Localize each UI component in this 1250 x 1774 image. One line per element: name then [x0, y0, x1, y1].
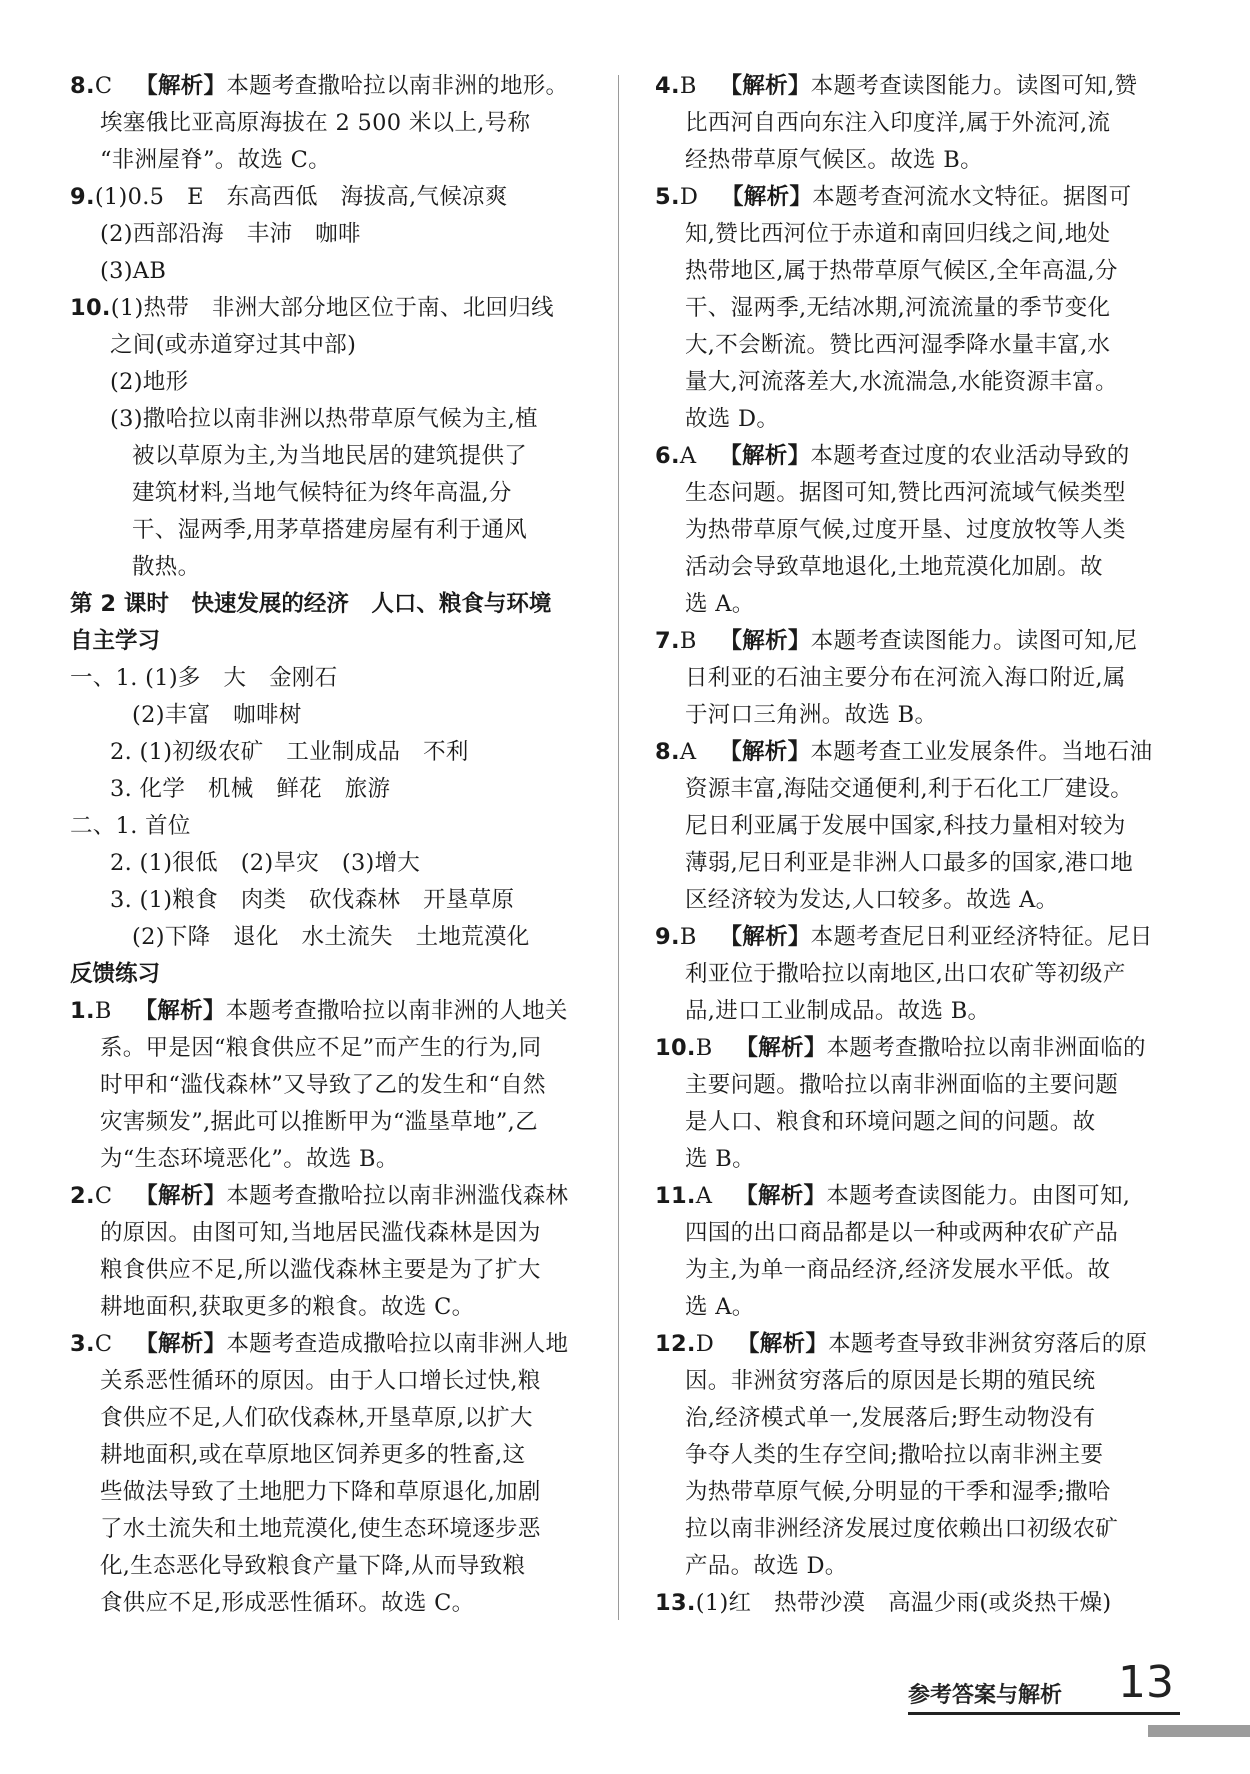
text-line: 食供应不足,人们砍伐森林,开垦草原,以扩大	[100, 1405, 533, 1431]
analysis-tag: 【解析】	[735, 1035, 827, 1061]
section-heading: 第 2 课时 快速发展的经济 人口、粮食与环境	[70, 591, 552, 617]
text-line: 量大,河流落差大,水流湍急,水能资源丰富。	[685, 369, 1118, 395]
answer-choice: A	[679, 443, 697, 469]
answer-choice: C	[94, 1331, 113, 1357]
text-line: 大,不会断流。赞比西河湿季降水量丰富,水	[685, 332, 1111, 358]
answer-text: 本题考查过度的农业活动导致的	[810, 443, 1130, 469]
question-line	[70, 68, 600, 105]
text-line: 品,进口工业制成品。故选 B。	[685, 998, 991, 1024]
text-line: 二、1. 首位	[70, 813, 191, 839]
text-line: 故选 D。	[685, 406, 780, 432]
question-line	[655, 919, 1175, 956]
section-heading: 反馈练习	[70, 961, 161, 987]
analysis-tag: 【解析】	[719, 73, 811, 99]
analysis-tag: 【解析】	[134, 998, 226, 1024]
question-number: 10.	[70, 295, 111, 321]
question-line	[70, 179, 600, 216]
answer-choice: A	[679, 739, 697, 765]
text-line: 埃塞俄比亚高原海拔在 2 500 米以上,号称	[100, 110, 531, 136]
text-line: 2. (1)很低 (2)旱灾 (3)增大	[110, 850, 421, 876]
question-number: 8.	[655, 739, 680, 765]
text-line: 尼日利亚属于发展中国家,科技力量相对较为	[685, 813, 1126, 839]
answer-choice: D	[695, 1331, 715, 1357]
question-line	[70, 1178, 600, 1215]
text-line: 食供应不足,形成恶性循环。故选 C。	[100, 1590, 475, 1616]
answer-text: 本题考查撒哈拉以南非洲的人地关	[225, 998, 568, 1024]
question-number: 10.	[655, 1035, 696, 1061]
question-number: 5.	[655, 184, 680, 210]
answer-text: (1)0.5 E 东高西低 海拔高,气候凉爽	[94, 184, 508, 210]
text-line: “非洲屋脊”。故选 C。	[100, 147, 331, 173]
answer-choice: B	[679, 628, 697, 654]
text-line: 是人口、粮食和环境问题之间的问题。故	[685, 1109, 1096, 1135]
answer-choice: B	[695, 1035, 713, 1061]
text-line: 主要问题。撒哈拉以南非洲面临的主要问题	[685, 1072, 1119, 1098]
answer-text: 本题考查读图能力。由图可知,	[826, 1183, 1131, 1209]
text-line: 拉以南非洲经济发展过度依赖出口初级农矿	[685, 1516, 1119, 1542]
text-line: 灾害频发”,据此可以推断甲为“滥垦草地”,乙	[100, 1109, 538, 1135]
page-number: 13	[1118, 1657, 1174, 1708]
answer-text: 本题考查读图能力。读图可知,尼	[810, 628, 1138, 654]
text-line: 热带地区,属于热带草原气候区,全年高温,分	[685, 258, 1118, 284]
footer-bar	[1148, 1725, 1250, 1737]
question-line	[655, 1326, 1175, 1363]
question-line	[70, 290, 600, 327]
text-line: 区经济较为发达,人口较多。故选 A。	[685, 887, 1059, 913]
text-line: 系。甲是因“粮食供应不足”而产生的行为,同	[100, 1035, 542, 1061]
question-line	[655, 179, 1175, 216]
question-line	[655, 734, 1175, 771]
question-line	[70, 993, 600, 1030]
text-line: 了水土流失和土地荒漠化,使生态环境逐步恶	[100, 1516, 541, 1542]
answer-text: 本题考查撒哈拉以南非洲滥伐森林	[226, 1183, 569, 1209]
analysis-tag: 【解析】	[719, 924, 811, 950]
text-line: 薄弱,尼日利亚是非洲人口最多的国家,港口地	[685, 850, 1134, 876]
text-line: 化,生态恶化导致粮食产量下降,从而导致粮	[100, 1553, 526, 1579]
text-line: 2. (1)初级农矿 工业制成品 不利	[110, 739, 469, 765]
question-number: 6.	[655, 443, 680, 469]
answer-text: 本题考查导致非洲贫穷落后的原	[828, 1331, 1148, 1357]
footer-label: 参考答案与解析	[908, 1683, 1063, 1708]
answer-choice: C	[94, 73, 113, 99]
question-line	[655, 1178, 1175, 1215]
text-line: (2)地形	[110, 369, 189, 395]
text-line: 争夺人类的生存空间;撒哈拉以南非洲主要	[685, 1442, 1104, 1468]
question-number: 13.	[655, 1590, 696, 1616]
answer-choice: A	[695, 1183, 713, 1209]
question-line	[655, 438, 1175, 475]
text-line: 散热。	[132, 554, 201, 580]
question-number: 7.	[655, 628, 680, 654]
question-number: 9.	[655, 924, 680, 950]
question-number: 2.	[70, 1183, 95, 1209]
text-line: (2)丰富 咖啡树	[132, 702, 302, 728]
question-number: 3.	[70, 1331, 95, 1357]
text-line: 产品。故选 D。	[685, 1553, 848, 1579]
question-number: 4.	[655, 73, 680, 99]
column-divider	[618, 75, 619, 1620]
text-line: 耕地面积,或在草原地区饲养更多的牲畜,这	[100, 1442, 526, 1468]
question-line	[655, 1585, 1175, 1622]
text-line: 日利亚的石油主要分布在河流入海口附近,属	[685, 665, 1126, 691]
text-line: 经热带草原气候区。故选 B。	[685, 147, 983, 173]
question-line	[655, 623, 1175, 660]
analysis-tag: 【解析】	[135, 1183, 227, 1209]
left-column	[70, 68, 600, 1622]
text-line: 的原因。由图可知,当地居民滥伐森林是因为	[100, 1220, 541, 1246]
analysis-tag: 【解析】	[135, 73, 227, 99]
answer-text: 本题考查尼日利亚经济特征。尼日	[810, 924, 1153, 950]
text-line: 3. (1)粮食 肉类 砍伐森林 开垦草原	[110, 887, 515, 913]
text-line: 之间(或赤道穿过其中部)	[110, 332, 357, 358]
text-line: 粮食供应不足,所以滥伐森林主要是为了扩大	[100, 1257, 541, 1283]
text-line: 些做法导致了土地肥力下降和草原退化,加剧	[100, 1479, 541, 1505]
answer-choice: C	[94, 1183, 113, 1209]
text-line: 活动会导致草地退化,土地荒漠化加剧。故	[685, 554, 1103, 580]
text-line: 3. 化学 机械 鲜花 旅游	[110, 776, 391, 802]
answer-text: 本题考查撒哈拉以南非洲面临的	[826, 1035, 1146, 1061]
answer-choice: B	[679, 73, 697, 99]
text-line: 干、湿两季,用茅草搭建房屋有利于通风	[132, 517, 528, 543]
section-heading: 自主学习	[70, 628, 161, 654]
question-line	[655, 1030, 1175, 1067]
text-line: (2)西部沿海 丰沛 咖啡	[100, 221, 361, 247]
text-line: 耕地面积,获取更多的粮食。故选 C。	[100, 1294, 475, 1320]
question-number: 1.	[70, 998, 95, 1024]
analysis-tag: 【解析】	[719, 443, 811, 469]
analysis-tag: 【解析】	[719, 628, 811, 654]
text-line: (2)下降 退化 水土流失 土地荒漠化	[132, 924, 530, 950]
answer-text: 本题考查工业发展条件。当地石油	[810, 739, 1153, 765]
text-line: 干、湿两季,无结冰期,河流流量的季节变化	[685, 295, 1111, 321]
answer-text: 本题考查造成撒哈拉以南非洲人地	[226, 1331, 569, 1357]
analysis-tag: 【解析】	[736, 1331, 829, 1357]
question-number: 9.	[70, 184, 95, 210]
footer-rule	[908, 1712, 1180, 1715]
text-line: 为主,为单一商品经济,经济发展水平低。故	[685, 1257, 1111, 1283]
text-line: 四国的出口商品都是以一种或两种农矿产品	[685, 1220, 1119, 1246]
answer-choice: D	[679, 184, 699, 210]
text-line: 选 A。	[685, 1294, 755, 1320]
answer-text: 本题考查河流水文特征。据图可	[812, 184, 1132, 210]
text-line: (3)AB	[100, 258, 167, 284]
analysis-tag: 【解析】	[720, 184, 813, 210]
text-line: 为热带草原气候,分明显的干季和湿季;撒哈	[685, 1479, 1111, 1505]
analysis-tag: 【解析】	[135, 1331, 227, 1357]
answer-text: (1)红 热带沙漠 高温少雨(或炎热干燥)	[695, 1590, 1112, 1616]
question-number: 12.	[655, 1331, 696, 1357]
text-line: 生态问题。据图可知,赞比西河流域气候类型	[685, 480, 1126, 506]
right-column	[655, 68, 1175, 1622]
answer-text: 本题考查撒哈拉以南非洲的地形。	[226, 73, 569, 99]
question-number: 11.	[655, 1183, 696, 1209]
text-line: 选 B。	[685, 1146, 755, 1172]
text-line: 关系恶性循环的原因。由于人口增长过快,粮	[100, 1368, 541, 1394]
text-line: 一、1. (1)多 大 金刚石	[70, 665, 338, 691]
analysis-tag: 【解析】	[719, 739, 811, 765]
text-line: 因。非洲贫穷落后的原因是长期的殖民统	[685, 1368, 1096, 1394]
question-number: 8.	[70, 73, 95, 99]
text-line: 治,经济模式单一,发展落后;野生动物没有	[685, 1405, 1096, 1431]
text-line: 为“生态环境恶化”。故选 B。	[100, 1146, 399, 1172]
question-line	[70, 1326, 600, 1363]
answer-text: (1)热带 非洲大部分地区位于南、北回归线	[110, 295, 554, 321]
text-line: 知,赞比西河位于赤道和南回归线之间,地处	[685, 221, 1111, 247]
analysis-tag: 【解析】	[735, 1183, 827, 1209]
text-line: 被以草原为主,为当地民居的建筑提供了	[132, 443, 528, 469]
text-line: 建筑材料,当地气候特征为终年高温,分	[132, 480, 512, 506]
answer-text: 本题考查读图能力。读图可知,赞	[810, 73, 1138, 99]
text-line: 时甲和“滥伐森林”又导致了乙的发生和“自然	[100, 1072, 546, 1098]
answer-choice: B	[679, 924, 697, 950]
question-line	[655, 68, 1175, 105]
text-line: 资源丰富,海陆交通便利,利于石化工厂建设。	[685, 776, 1134, 802]
text-line: (3)撒哈拉以南非洲以热带草原气候为主,植	[110, 406, 538, 432]
text-line: 比西河自西向东注入印度洋,属于外流河,流	[685, 110, 1111, 136]
text-line: 选 A。	[685, 591, 755, 617]
text-line: 利亚位于撒哈拉以南地区,出口农矿等初级产	[685, 961, 1126, 987]
answer-choice: B	[94, 998, 112, 1024]
text-line: 于河口三角洲。故选 B。	[685, 702, 938, 728]
text-line: 为热带草原气候,过度开垦、过度放牧等人类	[685, 517, 1126, 543]
